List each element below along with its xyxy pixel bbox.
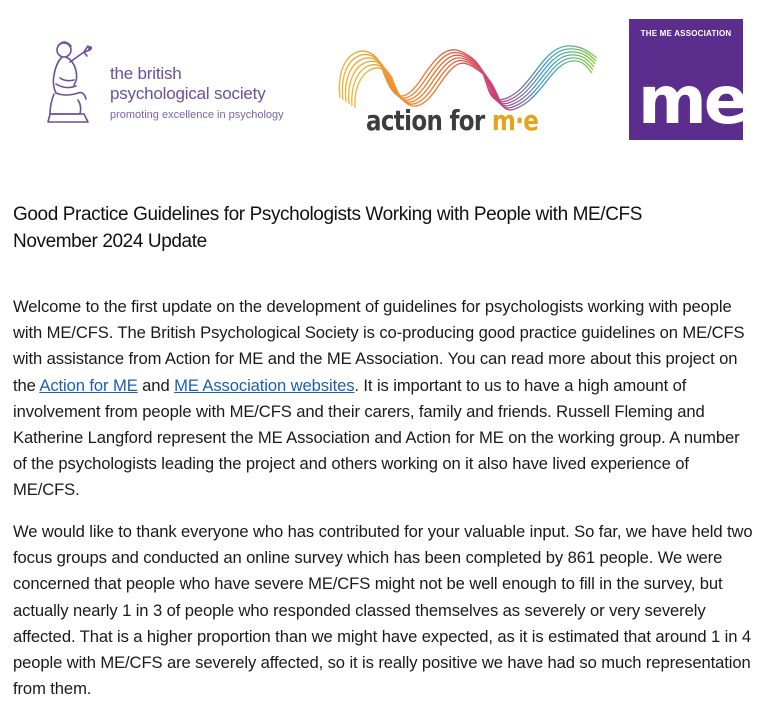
bps-logo <box>40 38 320 128</box>
paragraph-intro <box>13 294 755 504</box>
afme-word-me: m·e <box>491 104 539 137</box>
bps-name-line2: psychological society <box>110 84 266 103</box>
title-line-2: November 2024 Update <box>13 231 207 252</box>
mea-me-text: me <box>638 62 746 139</box>
action-for-me-link[interactable]: Action for ME <box>39 375 138 395</box>
action-for-me-logo <box>332 28 602 138</box>
bps-wordmark <box>110 64 284 123</box>
paragraph-intro-text-end: . It is important to us to have a high amount of involvement from people with ME/CFS and their carers, family and friends. Russell Fleming and Katherine Langford represent the ME Association and Action for ME on the working group. A number of the psychologists leading the project and others working on it also have lived experience of ME/CFS. <box>13 375 740 500</box>
paragraph-thanks: We would like to thank everyone who has contributed for your valuable input. So far, we have held two focus groups and conducted an online survey which has been completed by 861 people. We were concerned that people who have severe ME/CFS might not be well enough to fill in the survey, but actually nearly 1 in 3 of people who responded classed themselves as severely or very severely affected. That is a higher proportion than we might have expected, as it is estimated that around 1 in 4 people with ME/CFS are severely affected, so it is really positive we have had so much representation from them. <box>13 522 753 699</box>
me-association-logo <box>629 19 746 140</box>
link-separator-text: and <box>137 375 175 395</box>
bps-name-line1: the british <box>110 64 182 83</box>
bps-tagline: promoting excellence in psychology <box>110 109 284 121</box>
afme-wordmark <box>366 104 538 137</box>
bps-seated-figure-icon <box>40 38 104 126</box>
mea-top-text: THE ME ASSOCIATION <box>640 29 732 38</box>
title-line-1: Good Practice Guidelines for Psychologists Working with People with ME/CFS <box>13 204 642 225</box>
logo-header <box>0 0 766 170</box>
afme-word-action: action for <box>366 104 492 137</box>
me-association-websites-link[interactable]: ME Association websites <box>174 375 355 395</box>
paragraph-intro-text-start: Welcome to the first update on the development of guidelines for psychologists working with people with ME/CFS. The British Psychological Society is co-producing good practice guidelines on ME/CFS with assistance from Action for ME and the ME Association. You can read more about this project on the <box>13 297 745 395</box>
document-title <box>13 201 753 255</box>
